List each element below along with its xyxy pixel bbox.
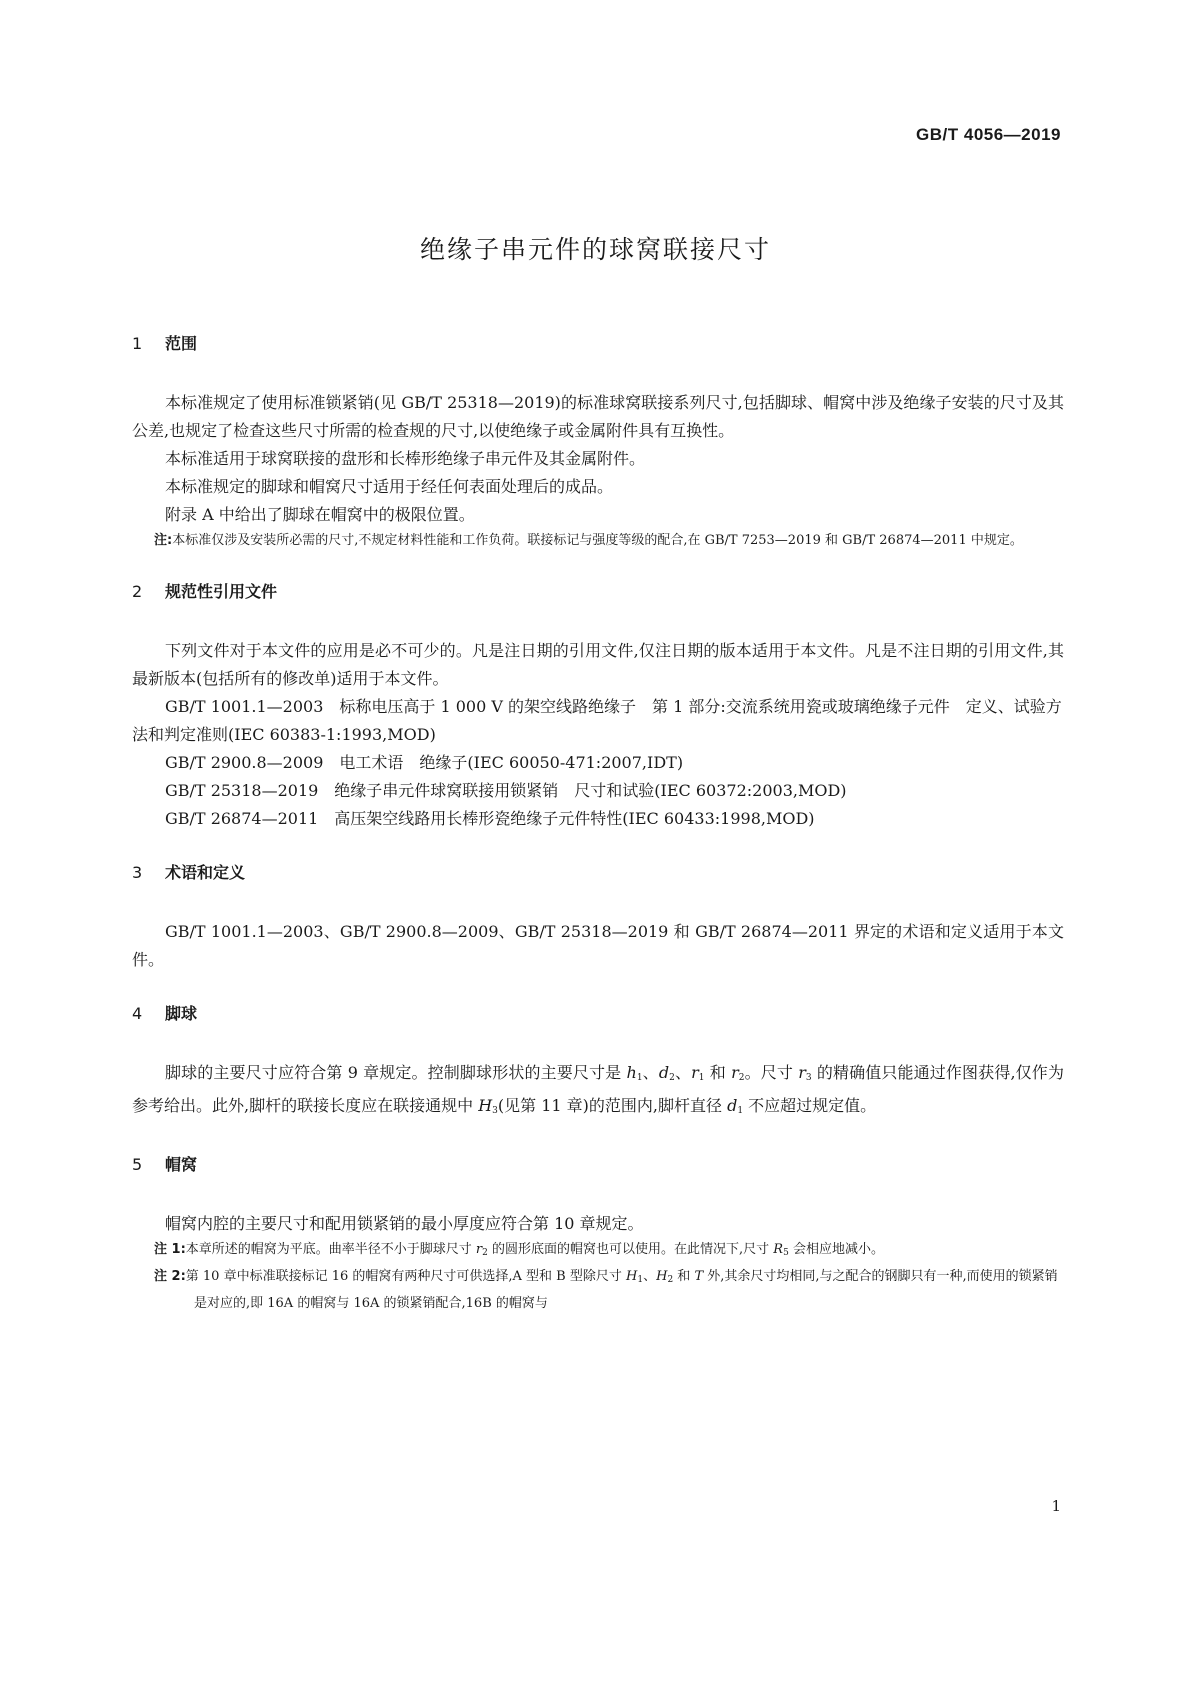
section-title: 帽窝 [165,1155,198,1174]
section-title: 规范性引用文件 [165,582,278,601]
paragraph: 下列文件对于本文件的应用是必不可少的。凡是注日期的引用文件,仅注日期的版本适用于本文件。凡是不注日期的引用文件,其最新版本(包括所有的修改单)适用于本文件。 [132,641,1064,688]
note [132,529,1064,552]
note-label: 注: [154,533,173,548]
section-title: 术语和定义 [165,863,246,882]
section-3-heading [132,859,1064,887]
paragraph: 本标准规定的脚球和帽窝尺寸适用于经任何表面处理后的成品。 [165,477,614,496]
paragraph: 附录 A 中给出了脚球在帽窝中的极限位置。 [165,505,475,524]
note-2: 注 2:第 10 章中标准联接标记 16 的帽窝有两种尺寸可供选择,A 型和 B 型除尺寸 $H_1$、$H_2$ 和 T 外,其余尺寸均相同,与之配合的钢脚只有一种,而使用的锁紧销是对应的,即 16A 的帽窝与 16A 的锁紧销配合,16B 的帽窝与 [154,1269,1058,1311]
section-2-heading [132,578,1064,606]
section-number: 2 [132,582,143,601]
document-title: 绝缘子串元件的球窝联接尺寸 [419,235,771,264]
paragraph: 脚球的主要尺寸应符合第 9 章规定。控制脚球形状的主要尺寸是 $h_1$、$d_2$、$r_1$ 和 $r_2$。尺寸 $r_3$ 的精确值只能通过作图获得,仅作为参考给出。此外,脚杆的联接长度应在联接通规中 $H_3$(见第 11 章)的范围内,脚杆直径 $d_1$ 不应超过规定值。 [132,1063,1064,1116]
reference-item: GB/T 1001.1—2003 标称电压高于 1 000 V 的架空线路绝缘子 第 1 部分:交流系统用瓷或玻璃绝缘子元件 定义、试验方法和判定准则(IEC 60383-1:1993,MOD) [132,697,1062,744]
section-title: 脚球 [165,1004,198,1023]
reference-item: GB/T 25318—2019 绝缘子串元件球窝联接用锁紧销 尺寸和试验(IEC 60372:2003,MOD) [165,781,847,800]
standard-code: GB/T 4056—2019 [916,125,1061,144]
document-body [132,330,1064,1315]
paragraph: 本标准规定了使用标准锁紧销(见 GB/T 25318—2019)的标准球窝联接系列尺寸,包括脚球、帽窝中涉及绝缘子安装的尺寸及其公差,也规定了检查这些尺寸所需的检查规的尺寸,以使绝缘子或金属附件具有互换性。 [132,393,1064,440]
section-number: 1 [132,334,143,353]
paragraph: GB/T 1001.1—2003、GB/T 2900.8—2009、GB/T 25318—2019 和 GB/T 26874—2011 界定的术语和定义适用于本文件。 [132,922,1064,969]
reference-item: GB/T 26874—2011 高压架空线路用长棒形瓷绝缘子元件特性(IEC 60433:1998,MOD) [165,809,815,828]
note-text: 本标准仅涉及安装所必需的尺寸,不规定材料性能和工作负荷。联接标记与强度等级的配合,在 GB/T 7253—2019 和 GB/T 26874—2011 中规定。 [172,533,1023,548]
paragraph: 本标准适用于球窝联接的盘形和长棒形绝缘子串元件及其金属附件。 [165,449,646,468]
section-number: 4 [132,1004,143,1023]
section-5-heading [132,1151,1064,1179]
section-title: 范围 [165,334,198,353]
paragraph: 帽窝内腔的主要尺寸和配用锁紧销的最小厚度应符合第 10 章规定。 [165,1214,644,1233]
note-1: 注 1:本章所述的帽窝为平底。曲率半径不小于脚球尺寸 $r_2$ 的圆形底面的帽窝也可以使用。在此情况下,尺寸 $R_5$ 会相应地减小。 [154,1242,884,1258]
section-number: 3 [132,863,143,882]
section-number: 5 [132,1155,143,1174]
section-4-heading [132,1000,1064,1028]
reference-item: GB/T 2900.8—2009 电工术语 绝缘子(IEC 60050-471:2007,IDT) [165,753,684,772]
section-1-heading [132,330,1064,358]
page-number: 1 [1051,1497,1061,1515]
